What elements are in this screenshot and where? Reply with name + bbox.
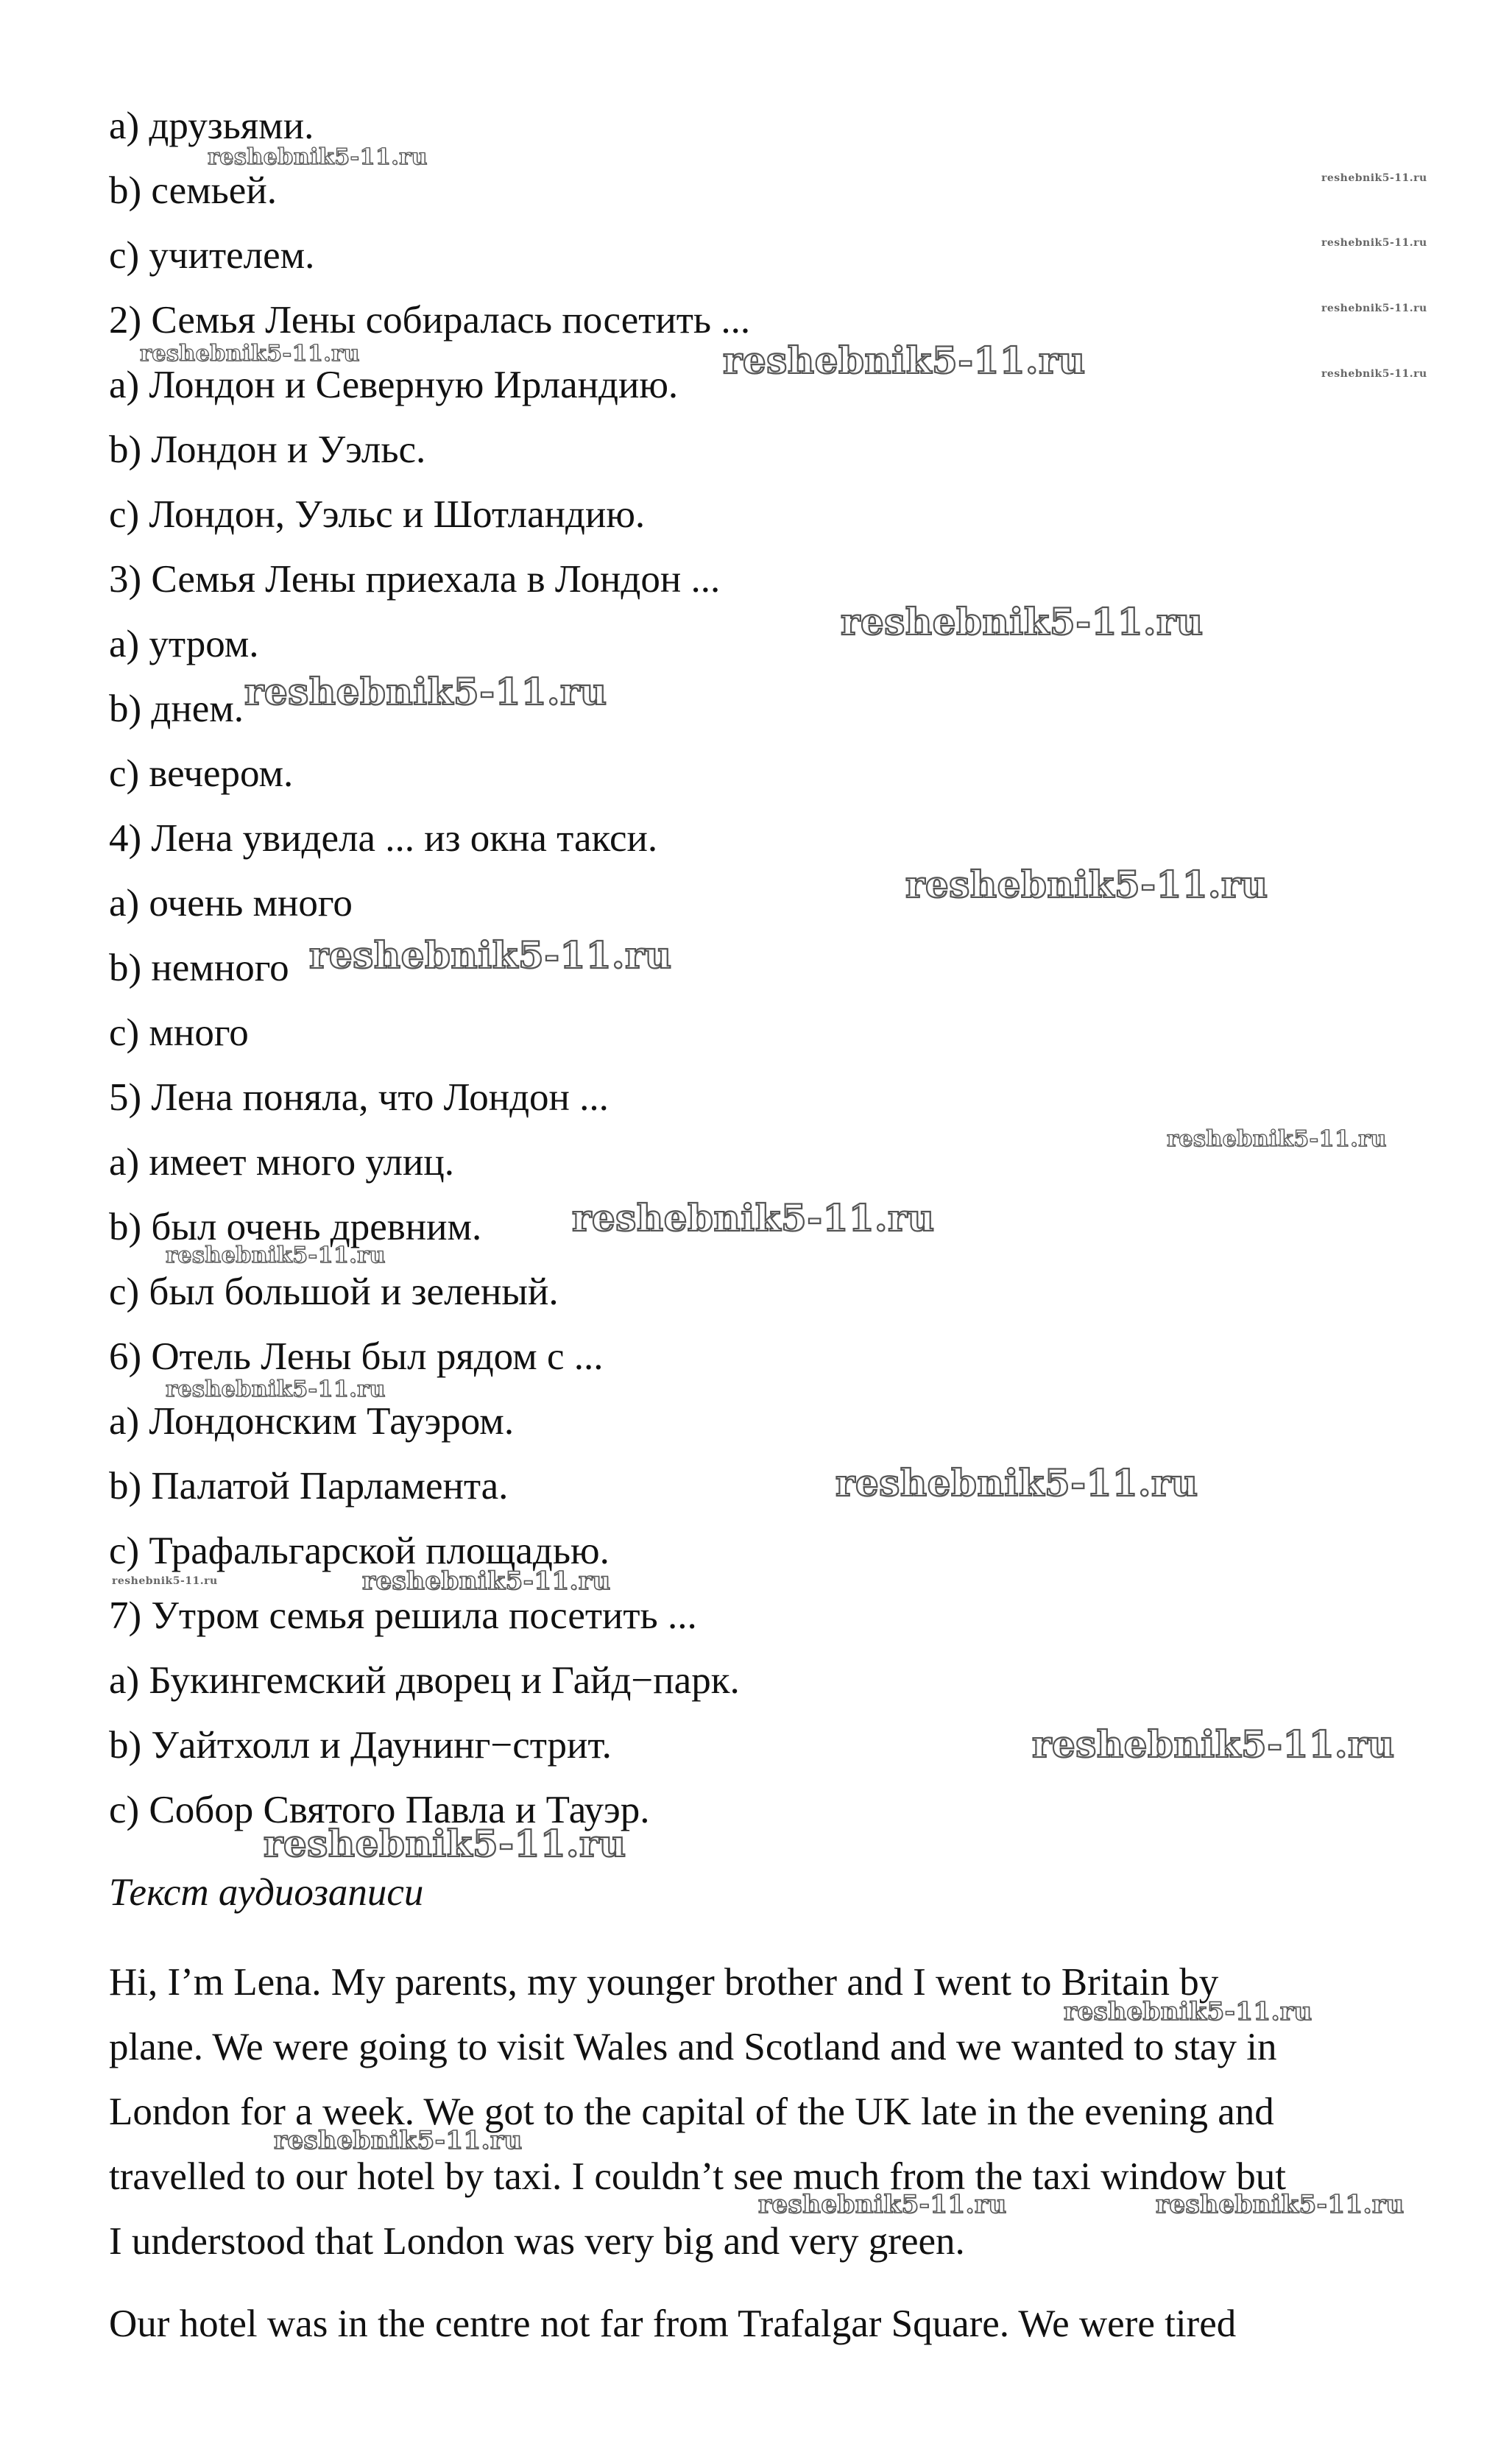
- answer-line: b) Уайтхолл и Даунинг−стрит.: [109, 1724, 612, 1767]
- watermark: reshebnik5-11.ru: [1321, 172, 1427, 184]
- watermark: reshebnik5-11.ru: [905, 863, 1268, 906]
- answer-line: a) очень много: [109, 882, 353, 925]
- watermark: reshebnik5-11.ru: [166, 1376, 386, 1402]
- answer-line: a) имеет много улиц.: [109, 1141, 454, 1184]
- paragraph-line: Hi, I’m Lena. My parents, my younger brother and I went to Britain by: [109, 1961, 1219, 2004]
- answer-line: b) был очень древним.: [109, 1206, 482, 1248]
- answer-line: b) немного: [109, 947, 289, 989]
- watermark: reshebnik5-11.ru: [208, 144, 428, 170]
- watermark: reshebnik5-11.ru: [140, 341, 360, 367]
- watermark: reshebnik5-11.ru: [1156, 2190, 1405, 2219]
- answer-line: c) учителем.: [109, 234, 315, 277]
- watermark: reshebnik5-11.ru: [264, 1822, 626, 1865]
- watermark: reshebnik5-11.ru: [1321, 303, 1427, 314]
- answer-line: a) Лондон и Северную Ирландию.: [109, 364, 679, 406]
- answer-line: b) семьей.: [109, 169, 277, 212]
- answer-line: c) Собор Святого Павла и Тауэр.: [109, 1789, 650, 1831]
- answer-line: a) Лондонским Тауэром.: [109, 1400, 515, 1443]
- watermark: reshebnik5-11.ru: [362, 1566, 611, 1596]
- answer-line: c) вечером.: [109, 752, 294, 795]
- answer-line: b) Палатой Парламента.: [109, 1465, 509, 1508]
- watermark: reshebnik5-11.ru: [758, 2190, 1007, 2219]
- answer-line: a) Букингемский дворец и Гайд−парк.: [109, 1659, 740, 1702]
- paragraph-line: I understood that London was very big and very green.: [109, 2220, 965, 2263]
- watermark: reshebnik5-11.ru: [1321, 237, 1427, 249]
- watermark: reshebnik5-11.ru: [1032, 1722, 1395, 1766]
- question-line: 7) Утром семья решила посетить ...: [109, 1594, 697, 1637]
- answer-line: c) много: [109, 1011, 249, 1054]
- watermark: reshebnik5-11.ru: [1321, 368, 1427, 380]
- paragraph-line: London for a week. We got to the capital of the UK late in the evening and: [109, 2090, 1274, 2133]
- watermark: reshebnik5-11.ru: [309, 933, 672, 977]
- paragraph-line: travelled to our hotel by taxi. I couldn’t see much from the taxi window but: [109, 2155, 1286, 2198]
- answer-line: c) Трафальгарской площадью.: [109, 1530, 610, 1572]
- watermark: reshebnik5-11.ru: [723, 339, 1086, 382]
- answer-line: c) Лондон, Уэльс и Шотландию.: [109, 493, 646, 536]
- answer-line: b) Лондон и Уэльс.: [109, 428, 426, 471]
- question-line: 4) Лена увидела ... из окна такси.: [109, 817, 658, 860]
- answer-line: a) друзьями.: [109, 105, 314, 147]
- watermark: reshebnik5-11.ru: [274, 2126, 523, 2155]
- question-line: 2) Семья Лены собиралась посетить ...: [109, 299, 751, 342]
- watermark: reshebnik5-11.ru: [166, 1243, 386, 1268]
- watermark: reshebnik5-11.ru: [1167, 1126, 1387, 1152]
- watermark: reshebnik5-11.ru: [572, 1196, 935, 1240]
- watermark: reshebnik5-11.ru: [244, 670, 607, 713]
- watermark: reshebnik5-11.ru: [1064, 1997, 1313, 2026]
- watermark: reshebnik5-11.ru: [841, 600, 1204, 643]
- paragraph-line: plane. We were going to visit Wales and Scotland and we wanted to stay in: [109, 2026, 1277, 2068]
- answer-line: b) днем.: [109, 688, 244, 730]
- answer-line: a) утром.: [109, 623, 259, 665]
- paragraph-line: Our hotel was in the centre not far from Trafalgar Square. We were tired: [109, 2302, 1237, 2345]
- question-line: 6) Отель Лены был рядом с ...: [109, 1335, 604, 1378]
- watermark: reshebnik5-11.ru: [836, 1461, 1198, 1505]
- question-line: 5) Лена поняла, что Лондон ...: [109, 1076, 609, 1119]
- watermark: reshebnik5-11.ru: [112, 1575, 218, 1587]
- question-line: 3) Семья Лены приехала в Лондон ...: [109, 558, 721, 601]
- section-title: Текст аудиозаписи: [109, 1871, 424, 1914]
- answer-line: c) был большой и зеленый.: [109, 1270, 559, 1313]
